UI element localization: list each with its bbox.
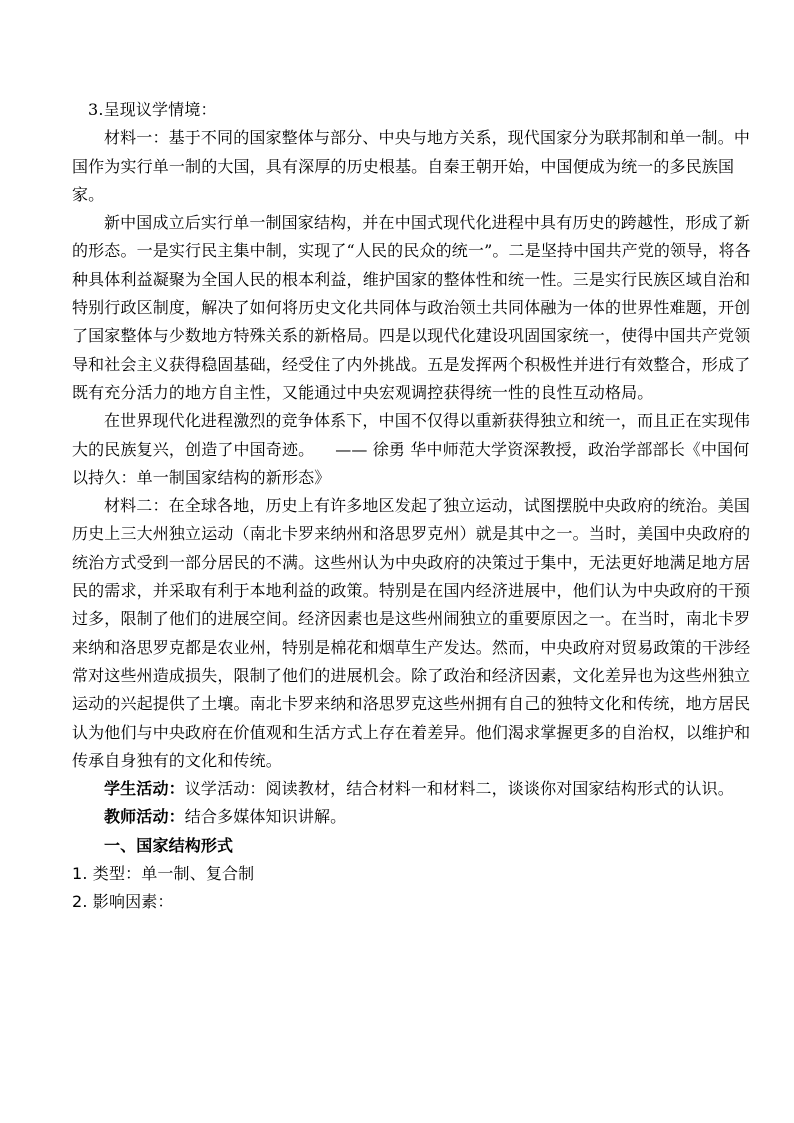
student-activity-text: 议学活动：阅读教材，结合材料一和材料二，谈谈你对国家结构形式的认识。 [184, 779, 734, 799]
material-1-paragraph-3 [72, 407, 752, 492]
list-item-type: 1. 类型：单一制、复合制 [72, 864, 255, 884]
teacher-activity [72, 803, 752, 831]
material-1-paragraph-3-text: 在世界现代化进程激烈的竞争体系下，中国不仅得以重新获得独立和统一，而且正在实现伟大的民族复兴，创造了中国奇迹。 [72, 411, 751, 459]
list-item-factors: 2. 影响因素： [72, 892, 174, 912]
material-1-paragraph-2: 新中国成立后实行单一制国家结构，并在中国式现代化进程中具有历史的跨越性，形成了新的形态。一是实行民主集中制，实现了“人民的民众的统一”。二是坚持中国共产党的领导，将各种具体利益凝聚为全国人民的根本利益，维护国家的整体性和统一性。三是实行民族区域自治和特别行政区制度，解决了如何将历史文化共同体与政治领土共同体融为一体的世界性难题，开创了国家整体与少数地方特殊关系的新格局。四是以现代化建设巩固国家统一，使得中国共产党领导和社会主义获得稳固基础，经受住了内外挑战。五是发挥两个积极性并进行有效整合，形成了既有充分活力的地方自主性，又能通过中央宏观调控获得统一性的良性互动格局。 [72, 213, 751, 402]
student-activity [72, 775, 752, 803]
step-heading: 3.呈现议学情境： [88, 100, 217, 119]
teacher-activity-label: 教师活动： [104, 807, 185, 827]
student-activity-label: 学生活动： [104, 779, 185, 799]
document-content [72, 96, 752, 917]
material-1-paragraph-1: 材料一：基于不同的国家整体与部分、中央与地方关系，现代国家分为联邦制和单一制。中国作为实行单一制的大国，具有深厚的历史根基。自秦王朝开始，中国便成为统一的多民族国家。 [72, 128, 751, 204]
section-title: 一、国家结构形式 [104, 835, 234, 855]
teacher-activity-text: 结合多媒体知识讲解。 [184, 807, 347, 827]
material-2-paragraph: 材料二：在全球各地，历史上有许多地区发起了独立运动，试图摆脱中央政府的统治。美国历史上三大州独立运动（南北卡罗来纳州和洛思罗克州）就是其中之一。当时，美国中央政府的统治方式受到一部分居民的不满。这些州认为中央政府的决策过于集中，无法更好地满足地方居民的需求，并采取有利于本地利益的政策。特别是在国内经济进展中，他们认为中央政府的干预过多，限制了他们的进展空间。经济因素也是这些州闹独立的重要原因之一。在当时，南北卡罗来纳和洛思罗克都是农业州，特别是棉花和烟草生产发达。然而，中央政府对贸易政策的干涉经常对这些州造成损失，限制了他们的进展机会。除了政治和经济因素，文化差异也为这些州独立运动的兴起提供了土壤。南北卡罗来纳和洛思罗克这些州拥有自己的独特文化和传统，地方居民认为他们与中央政府在价值观和生活方式上存在着差异。他们渴求掌握更多的自治权，以维护和传承自身独有的文化和传统。 [72, 496, 751, 770]
material-1-source: —— 徐勇 华中师范大学资深教授，政治学部部长《中国何以持久：单一制国家结构的新形态》 [72, 439, 750, 487]
